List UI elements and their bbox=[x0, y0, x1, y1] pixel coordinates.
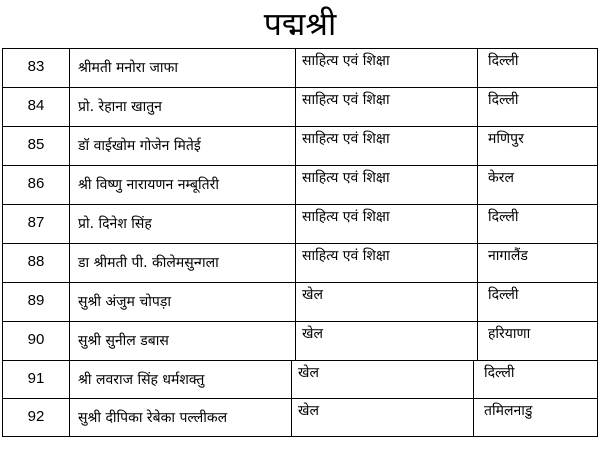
serial-number: 90 bbox=[27, 331, 45, 348]
table-row bbox=[2, 127, 598, 166]
award-field: साहित्य एवं शिक्षा bbox=[295, 88, 477, 126]
table-row bbox=[2, 49, 598, 88]
awardee-name: सुश्री सुनील डबास bbox=[69, 322, 295, 360]
serial-number: 87 bbox=[27, 214, 45, 231]
table-row bbox=[2, 166, 598, 205]
awardee-state: दिल्ली bbox=[477, 283, 597, 321]
awardee-name: प्रो. दिनेश सिंह bbox=[69, 205, 295, 243]
awardee-state: नागालैंड bbox=[477, 244, 597, 282]
award-field: साहित्य एवं शिक्षा bbox=[295, 244, 477, 282]
serial-number: 85 bbox=[27, 136, 45, 153]
awardee-name: श्रीमती मनोरा जाफा bbox=[69, 49, 295, 87]
serial-number: 88 bbox=[27, 253, 45, 270]
award-field: खेल bbox=[291, 399, 473, 436]
awardee-name: श्री लवराज सिंह धर्मशक्तु bbox=[69, 361, 291, 398]
awardee-name: प्रो. रेहाना खातुन bbox=[69, 88, 295, 126]
awardee-state: तमिलनाडु bbox=[473, 399, 597, 436]
award-field: खेल bbox=[291, 361, 473, 398]
table-row bbox=[2, 399, 598, 437]
serial-number: 92 bbox=[27, 408, 45, 425]
award-field: साहित्य एवं शिक्षा bbox=[295, 127, 477, 165]
table-row bbox=[2, 244, 598, 283]
serial-number: 83 bbox=[27, 58, 45, 75]
awardee-state: दिल्ली bbox=[477, 49, 597, 87]
table-row bbox=[2, 88, 598, 127]
awardee-name: सुश्री दीपिका रेबेका पल्लीकल bbox=[69, 399, 291, 436]
table-row bbox=[2, 361, 598, 399]
awardee-name: सुश्री अंजुम चोपड़ा bbox=[69, 283, 295, 321]
awardee-state: हरियाणा bbox=[477, 322, 597, 360]
awardee-name: डा श्रीमती पी. कीलेमसुन्गला bbox=[69, 244, 295, 282]
awardee-state: केरल bbox=[477, 166, 597, 204]
table-row bbox=[2, 283, 598, 322]
award-field: साहित्य एवं शिक्षा bbox=[295, 49, 477, 87]
table-row bbox=[2, 205, 598, 244]
serial-number: 86 bbox=[27, 175, 45, 192]
awardees-table bbox=[2, 48, 598, 437]
award-field: खेल bbox=[295, 283, 477, 321]
award-field: साहित्य एवं शिक्षा bbox=[295, 205, 477, 243]
awardee-state: मणिपुर bbox=[477, 127, 597, 165]
serial-number: 91 bbox=[27, 370, 45, 387]
award-field: साहित्य एवं शिक्षा bbox=[295, 166, 477, 204]
award-field: खेल bbox=[295, 322, 477, 360]
serial-number: 89 bbox=[27, 292, 45, 309]
awardee-state: दिल्ली bbox=[473, 361, 597, 398]
serial-number: 84 bbox=[27, 97, 45, 114]
awardee-state: दिल्ली bbox=[477, 205, 597, 243]
awardee-name: डॉ वाईखोम गोजेन मितेई bbox=[69, 127, 295, 165]
awardee-state: दिल्ली bbox=[477, 88, 597, 126]
awardee-name: श्री विष्णु नारायणन नम्बूतिरी bbox=[69, 166, 295, 204]
page-title: पद्मश्री bbox=[263, 5, 337, 43]
table-row bbox=[2, 322, 598, 361]
